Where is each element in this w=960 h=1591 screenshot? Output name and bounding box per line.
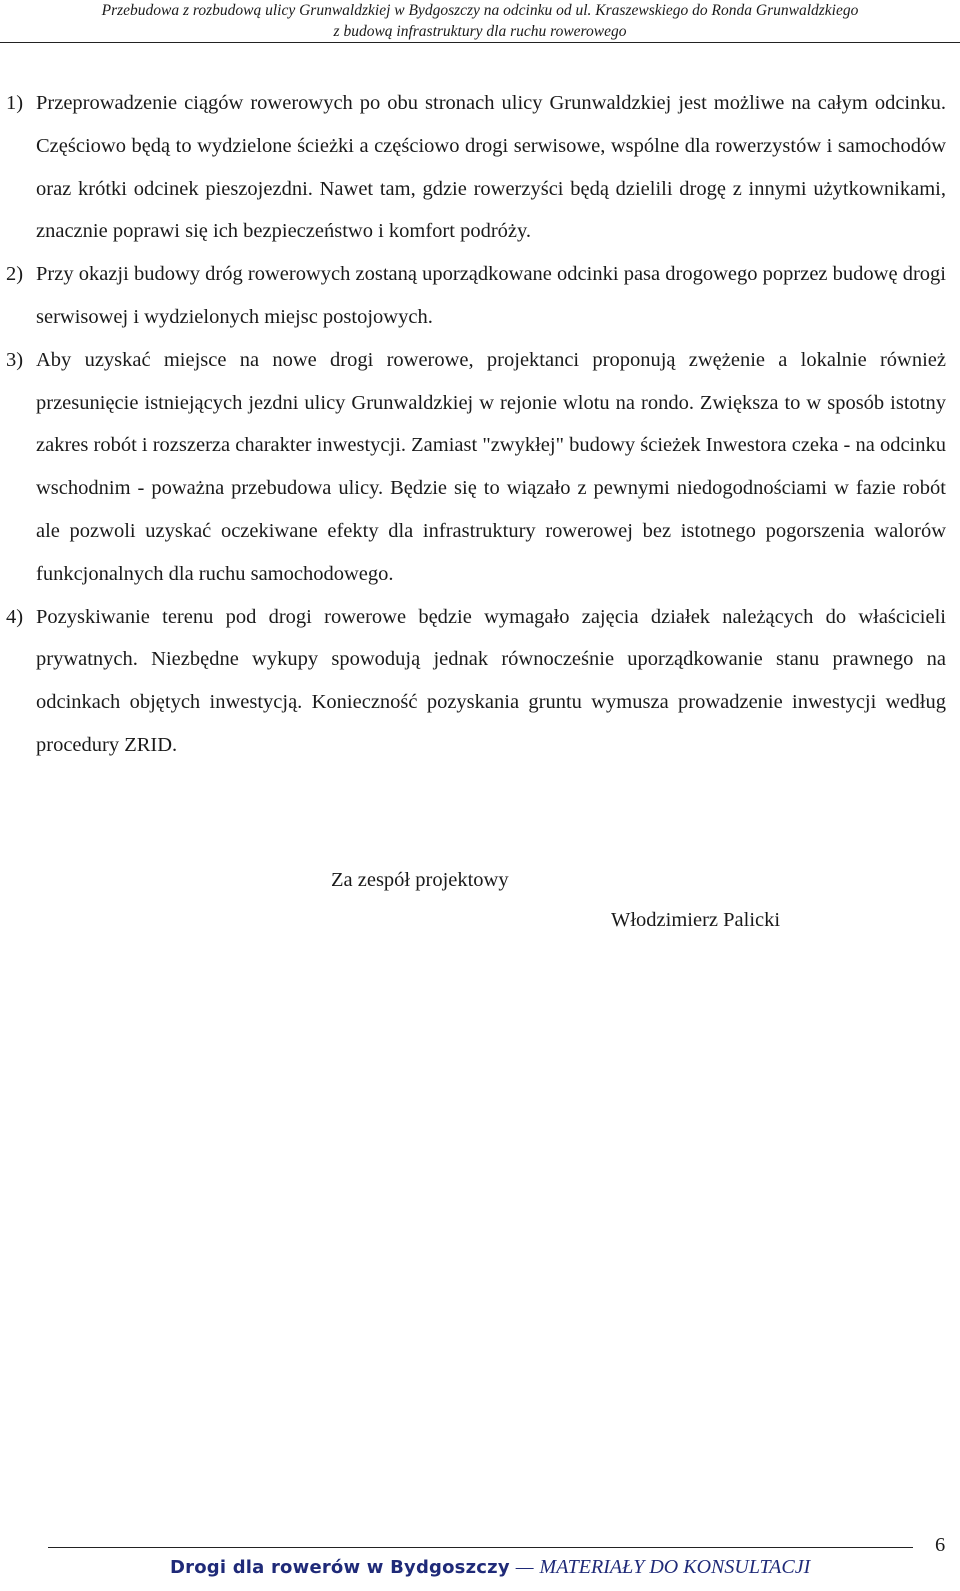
list-item-text: Przy okazji budowy dróg rowerowych zostaną uporządkowane odcinki pasa drogowego poprzez budowę drogi serwisowej i wydzielonych miejsc postojowych. bbox=[36, 263, 946, 328]
list-item-2 bbox=[6, 253, 946, 339]
page-number: 6 bbox=[935, 1534, 946, 1556]
footer-dash: — bbox=[515, 1556, 534, 1578]
footer-brand: Drogi dla rowerów w Bydgoszczy bbox=[170, 1557, 510, 1578]
page-header bbox=[0, 0, 960, 42]
list-item-1 bbox=[6, 82, 946, 253]
list-item-text: Przeprowadzenie ciągów rowerowych po obu stronach ulicy Grunwaldzkiej jest możliwe na całym odcinku. Częściowo będą to wydzielone ścieżki a częściowo drogi serwisowe, wspólne dla rowerzystów i samochodów oraz krótki odcinek pieszojezdni. Nawet tam, gdzie rowerzyści będą dzielili drogę z innymi użytkownikami, znacznie poprawi się ich bezpieczeństwo i komfort podróży. bbox=[36, 92, 946, 243]
signature-team-label: Za zespół projektowy bbox=[331, 869, 509, 891]
list-item-3 bbox=[6, 339, 946, 596]
list-item-text: Pozyskiwanie terenu pod drogi rowerowe będzie wymagało zajęcia działek należących do właścicieli prywatnych. Niezbędne wykupy spowodują jednak równocześnie uporządkowanie stanu prawnego na odcinkach objętych inwestycją. Konieczność pozyskania gruntu wymusza prowadzenie inwestycji według procedury ZRID. bbox=[36, 605, 946, 756]
list-item-4 bbox=[6, 596, 946, 767]
header-divider bbox=[0, 42, 960, 43]
header-title-line-1: Przebudowa z rozbudową ulicy Grunwaldzkiej w Bydgoszczy na odcinku od ul. Kraszewskiego do Ronda Grunwaldzkiego bbox=[101, 2, 859, 19]
signature-author-name: Włodzimierz Palicki bbox=[611, 909, 781, 931]
footer-subtitle: MATERIAŁY DO KONSULTACJI bbox=[539, 1556, 811, 1578]
list-item-number: 1) bbox=[6, 92, 24, 114]
list-item-text: Aby uzyskać miejsce na nowe drogi rowerowe, projektanci proponują zwężenie a lokalnie również przesunięcie istniejących jezdni ulicy Grunwaldzkiej w rejonie wlotu na rondo. Zwiększa to w sposób istotny zakres robót i rozszerza charakter inwestycji. Zamiast "zwykłej" budowy ścieżek Inwestora czeka - na odcinku wschodnim - poważna przebudowa ulicy. Będzie się to wiązało z pewnymi niedogodnościami w fazie robót ale pozwoli uzyskać oczekiwane efekty dla infrastruktury rowerowej bez istotnego pogorszenia walorów funkcjonalnych dla ruchu samochodowego. bbox=[36, 348, 946, 585]
numbered-list bbox=[6, 82, 946, 767]
list-item-number: 3) bbox=[6, 348, 24, 371]
list-item-number: 4) bbox=[6, 605, 24, 628]
page-footer bbox=[170, 1556, 810, 1579]
list-item-number: 2) bbox=[6, 263, 24, 286]
footer-divider bbox=[48, 1547, 913, 1548]
header-title-line-2: z budową infrastruktury dla ruchu rowerowego bbox=[333, 23, 627, 40]
